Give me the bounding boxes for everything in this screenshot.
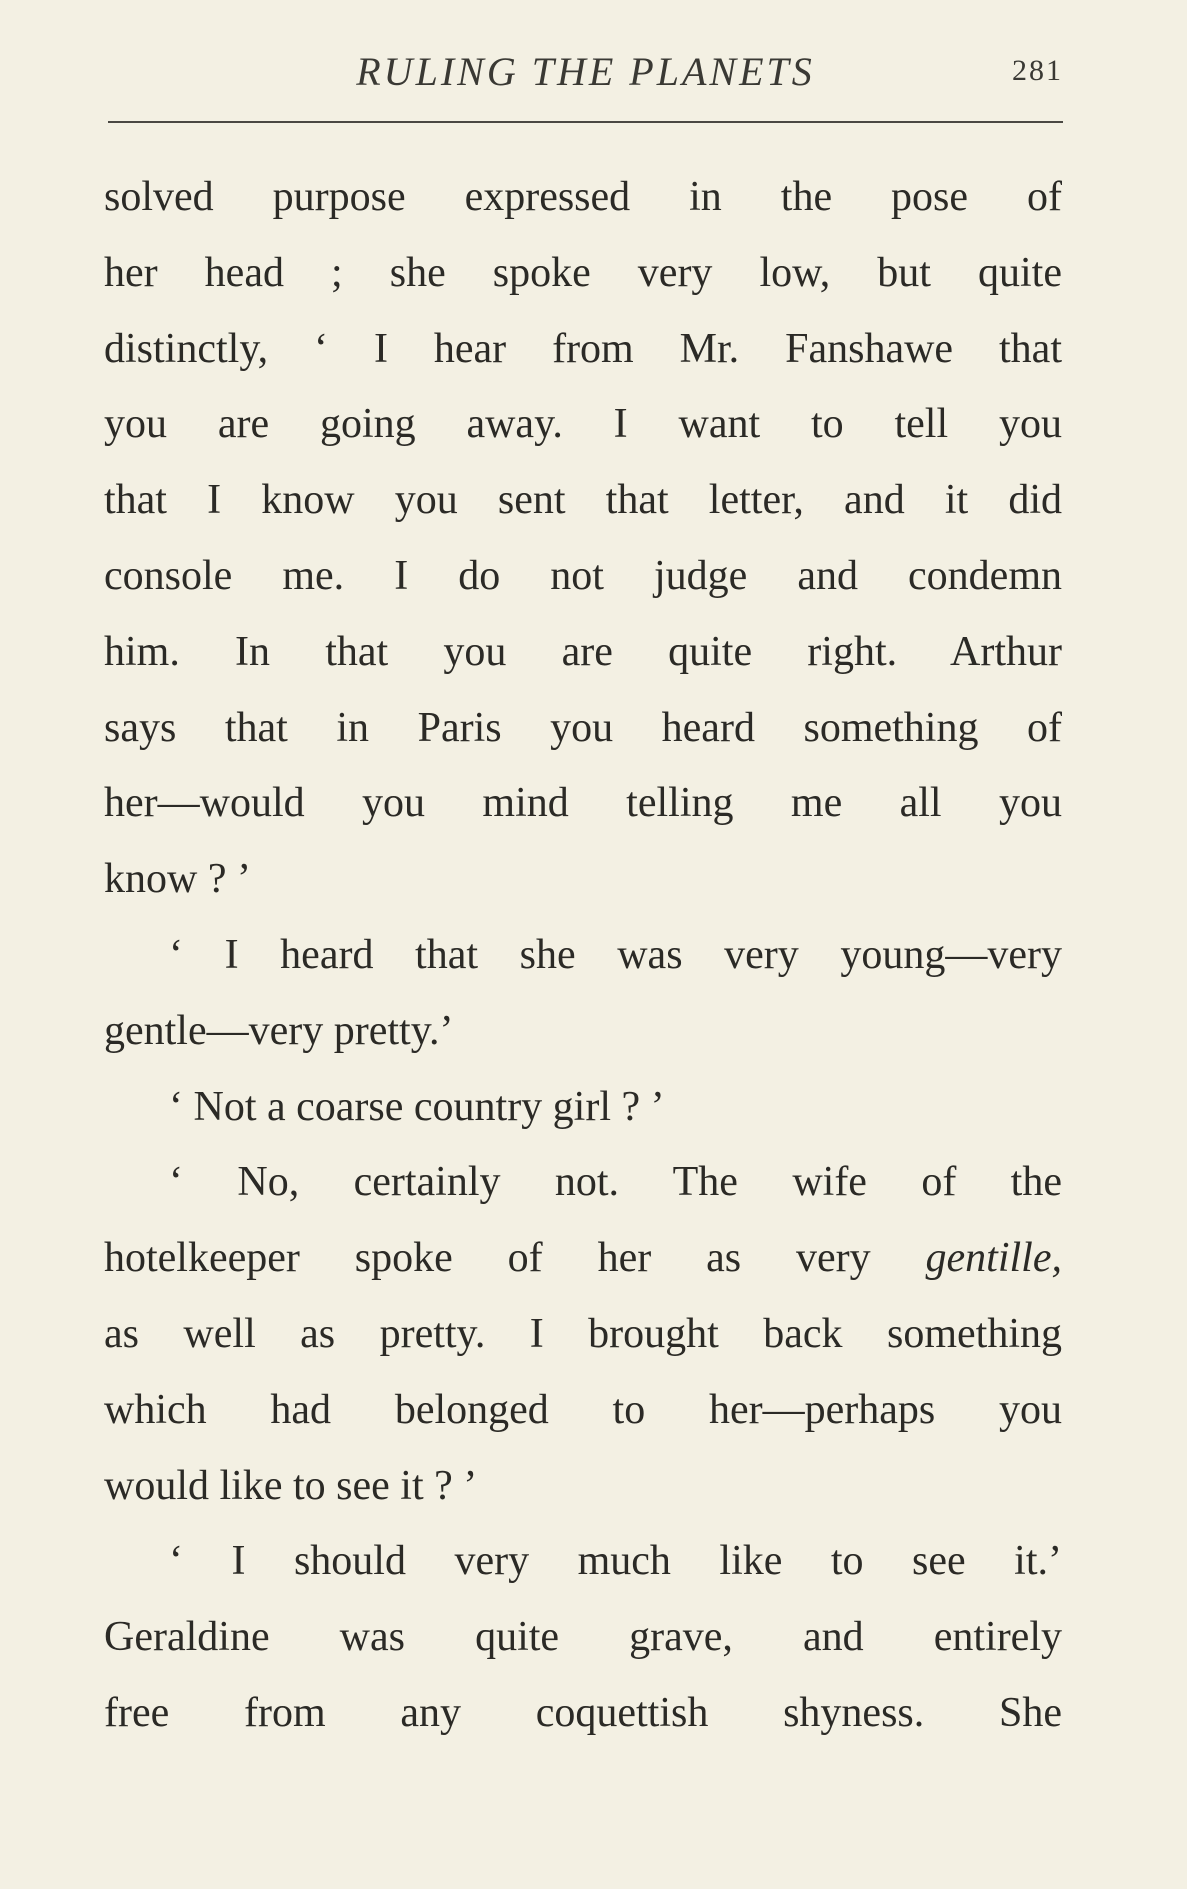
text-line: know ? ’ bbox=[104, 856, 251, 903]
text-line: solved purpose expressed in the pose of bbox=[104, 174, 1062, 220]
text-line: console me. I do not judge and condemn bbox=[104, 552, 1062, 599]
running-title: RULING THE PLANETS bbox=[356, 49, 815, 94]
text-line: says that in Paris you heard something of bbox=[104, 704, 1062, 751]
italic-word: gentille, bbox=[925, 1235, 1062, 1282]
text-line: which had belonged to her—perhaps you bbox=[104, 1386, 1062, 1433]
header-rule bbox=[108, 121, 1063, 123]
body-text bbox=[104, 160, 1062, 1752]
text-line bbox=[104, 1221, 1062, 1297]
text-line: ‘ No, certainly not. The wife of the bbox=[169, 1159, 1062, 1206]
running-head bbox=[108, 48, 1063, 98]
text-line: gentle—very pretty.’ bbox=[104, 1007, 454, 1054]
text-line-roman: hotelkeeper spoke of her as very bbox=[104, 1235, 926, 1282]
text-line: ‘ I heard that she was very young—very bbox=[169, 931, 1062, 978]
text-line: you are going away. I want to tell you bbox=[104, 401, 1062, 448]
text-line: free from any coquettish shyness. She bbox=[104, 1689, 1062, 1736]
text-line: him. In that you are quite right. Arthur bbox=[104, 628, 1062, 675]
text-line: that I know you sent that letter, and it did bbox=[104, 477, 1062, 524]
text-line: ‘ I should very much like to see it.’ bbox=[169, 1538, 1062, 1585]
text-line: her—would you mind telling me all you bbox=[104, 780, 1062, 827]
text-line: would like to see it ? ’ bbox=[104, 1462, 478, 1509]
text-line: ‘ Not a coarse country girl ? ’ bbox=[169, 1083, 665, 1130]
text-line: as well as pretty. I brought back something bbox=[104, 1310, 1062, 1357]
text-line: distinctly, ‘ I hear from Mr. Fanshawe that bbox=[104, 325, 1062, 372]
text-line: her head ; she spoke very low, but quite bbox=[104, 249, 1062, 296]
page-number: 281 bbox=[1012, 54, 1063, 87]
text-line: Geraldine was quite grave, and entirely bbox=[104, 1614, 1062, 1661]
